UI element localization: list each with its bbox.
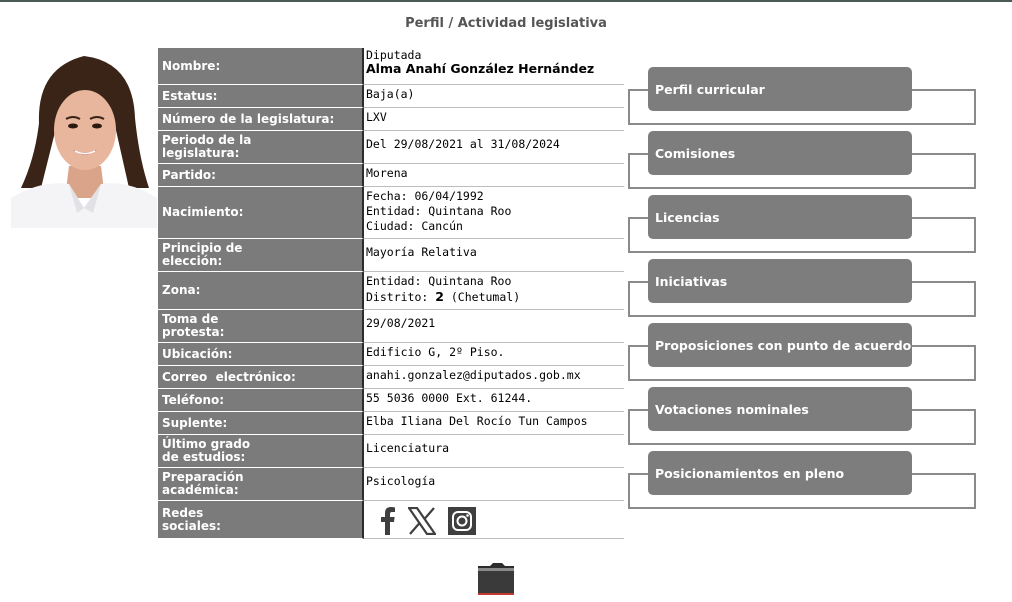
label-zona: Zona: xyxy=(158,272,364,310)
value-ubicacion: Edificio G, 2º Piso. xyxy=(366,345,505,359)
instagram-icon[interactable] xyxy=(448,507,476,535)
x-icon[interactable] xyxy=(408,507,436,535)
value-estatus: Baja(a) xyxy=(366,87,415,101)
label-redes-line2: sociales: xyxy=(162,518,221,533)
value-zona xyxy=(364,272,624,309)
value-toma: 29/08/2021 xyxy=(366,316,436,330)
label-suplente: Suplente: xyxy=(158,412,364,435)
label-preparacion-line1: Preparación xyxy=(162,470,244,484)
label-legislatura: Número de la legislatura: xyxy=(158,108,364,131)
nombre-prefix: Diputada xyxy=(366,48,422,62)
menu-tab-votaciones[interactable]: Votaciones nominales xyxy=(648,387,912,431)
nombre-text: Alma Anahí González Hernández xyxy=(366,61,595,76)
facebook-icon[interactable] xyxy=(380,507,396,535)
menu-tab-proposiciones[interactable]: Proposiciones con punto de acuerdo xyxy=(648,323,912,367)
zona-distrito xyxy=(366,289,624,305)
label-ubicacion: Ubicación: xyxy=(158,343,364,366)
label-grado-line2: de estudios: xyxy=(162,450,246,464)
label-periodo-line1: Periodo de la xyxy=(162,133,252,147)
row-legislatura xyxy=(158,108,624,131)
value-periodo: Del 29/08/2021 al 31/08/2024 xyxy=(366,137,560,151)
folder-icon[interactable] xyxy=(476,560,516,596)
label-periodo xyxy=(158,131,364,164)
value-partido: Morena xyxy=(366,166,408,180)
menu-posicionamientos xyxy=(628,451,978,511)
nacimiento-fecha: Fecha: 06/04/1992 xyxy=(366,189,484,203)
profile-table xyxy=(158,48,624,539)
row-preparacion xyxy=(158,468,624,501)
row-zona xyxy=(158,272,624,310)
value-nacimiento xyxy=(364,187,624,238)
menu-comisiones xyxy=(628,131,978,191)
row-estatus xyxy=(158,85,624,108)
menu-tab-posicionamientos[interactable]: Posicionamientos en pleno xyxy=(648,451,912,495)
value-preparacion: Psicología xyxy=(366,474,436,488)
menu-tab-iniciativas[interactable]: Iniciativas xyxy=(648,259,912,303)
nacimiento-entidad: Entidad: Quintana Roo xyxy=(366,204,512,218)
menu-licencias xyxy=(628,195,978,255)
value-telefono: 55 5036 0000 Ext. 61244. xyxy=(366,391,533,405)
row-correo xyxy=(158,366,624,389)
value-principio: Mayoría Relativa xyxy=(366,245,477,259)
menu-tab-comisiones[interactable]: Comisiones xyxy=(648,131,912,175)
row-nombre xyxy=(158,48,624,85)
row-principio xyxy=(158,239,624,272)
menu-votaciones xyxy=(628,387,978,447)
label-toma-line1: Toma de xyxy=(162,312,219,326)
label-preparacion xyxy=(158,468,364,501)
label-nombre: Nombre: xyxy=(158,48,364,85)
nacimiento-ciudad: Ciudad: Cancún xyxy=(366,219,463,233)
profile-photo xyxy=(11,48,157,228)
value-grado: Licenciatura xyxy=(366,441,450,455)
row-nacimiento xyxy=(158,187,624,239)
row-redes xyxy=(158,501,624,539)
row-toma xyxy=(158,310,624,343)
page-title: Perfil / Actividad legislativa xyxy=(405,16,607,31)
label-telefono: Teléfono: xyxy=(158,389,364,412)
menu-tab-licencias[interactable]: Licencias xyxy=(648,195,912,239)
zona-entidad: Entidad: Quintana Roo xyxy=(366,274,512,288)
label-toma xyxy=(158,310,364,343)
menu-proposiciones xyxy=(628,323,978,383)
row-partido xyxy=(158,164,624,187)
label-nacimiento: Nacimiento: xyxy=(158,187,364,239)
zona-distrito-num: 2 xyxy=(435,289,444,304)
value-nombre xyxy=(364,48,624,84)
row-periodo xyxy=(158,131,624,164)
label-principio-line1: Principio de xyxy=(162,241,243,255)
row-ubicacion xyxy=(158,343,624,366)
menu-perfil-curricular xyxy=(628,67,978,127)
label-grado-line1: Último grado xyxy=(162,437,251,451)
top-rule xyxy=(0,0,1012,2)
menu-tab-perfil-curricular[interactable]: Perfil curricular xyxy=(648,67,912,111)
social-links xyxy=(364,501,624,538)
row-suplente xyxy=(158,412,624,435)
label-correo: Correo electrónico: xyxy=(158,366,364,389)
label-redes-line1: Redes xyxy=(162,505,204,520)
menu-iniciativas xyxy=(628,259,978,319)
value-suplente: Elba Iliana Del Rocío Tun Campos xyxy=(366,414,588,428)
label-preparacion-line2: académica: xyxy=(162,483,239,497)
row-telefono xyxy=(158,389,624,412)
row-grado xyxy=(158,435,624,468)
label-redes xyxy=(158,501,364,539)
value-legislatura: LXV xyxy=(366,110,387,124)
label-partido: Partido: xyxy=(158,164,364,187)
label-estatus: Estatus: xyxy=(158,85,364,108)
zona-distrito-suffix: (Chetumal) xyxy=(443,290,521,304)
label-principio xyxy=(158,239,364,272)
label-grado xyxy=(158,435,364,468)
zona-distrito-prefix: Distrito: xyxy=(366,290,436,304)
label-toma-line2: protesta: xyxy=(162,325,225,339)
label-principio-line2: elección: xyxy=(162,254,223,268)
value-correo: anahi.gonzalez@diputados.gob.mx xyxy=(366,368,581,382)
label-periodo-line2: legislatura: xyxy=(162,146,240,160)
